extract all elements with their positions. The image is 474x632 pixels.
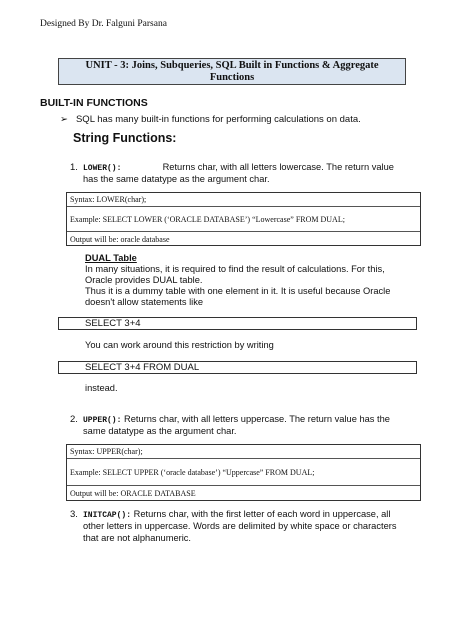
description-line: other letters in uppercase. Words are delimited by white space or characters — [83, 521, 397, 531]
description-line: Returns char, with all letters uppercase. The return value has the — [124, 414, 390, 424]
dual-line1: In many situations, it is required to find the result of calculations. For this, — [85, 264, 385, 274]
unit-title-line2: Functions — [209, 72, 255, 83]
syntax-line: Syntax: LOWER(char); — [70, 195, 147, 204]
string-functions-heading: String Functions: — [73, 131, 177, 145]
output-line: Output will be: ORACLE DATABASE — [70, 489, 196, 498]
section-title: BUILT-IN FUNCTIONS — [40, 97, 148, 109]
description-line: Returns char, with the first letter of each word in uppercase, all — [133, 509, 391, 519]
dual-title: DUAL Table — [85, 253, 137, 263]
code-box-select-dual: SELECT 3+4 FROM DUAL — [58, 361, 417, 374]
intro-text: SQL has many built-in functions for performing calculations on data. — [75, 114, 361, 125]
item-number: 1. — [70, 162, 78, 173]
item-number: 2. — [70, 414, 78, 425]
instead-text: instead. — [85, 383, 118, 393]
item-number: 3. — [70, 509, 78, 520]
function-name: INITCAP(): — [83, 511, 132, 520]
description-line: same datatype as the argument char. — [83, 426, 237, 436]
work-around-text: You can work around this restriction by writing — [85, 340, 274, 350]
syntax-line: Syntax: UPPER(char); — [70, 447, 143, 456]
code-box-select: SELECT 3+4 — [58, 317, 417, 330]
description-line: that are not alphanumeric. — [83, 533, 192, 543]
lower-description — [83, 162, 423, 175]
divider — [67, 485, 420, 486]
dual-line2: Oracle provides DUAL table. — [85, 275, 203, 285]
example-line: Example: SELECT UPPER (‘oracle database’) “Uppercase” FROM DUAL; — [70, 468, 315, 477]
dual-line4: doesn't allow statements like — [85, 297, 204, 307]
upper-syntax-box — [66, 444, 421, 501]
upper-description — [83, 414, 428, 427]
intro-bullet — [60, 114, 361, 125]
description-line: Returns char, with all letters lowercase. The return value — [162, 162, 394, 172]
divider — [67, 206, 420, 207]
function-name: UPPER(): — [83, 416, 122, 425]
unit-title-line1: UNIT - 3: Joins, Subqueries, SQL Built in Functions & Aggregate — [85, 60, 379, 71]
unit-title-box — [58, 58, 406, 85]
arrow-bullet-icon: ➢ — [60, 114, 68, 125]
divider — [67, 231, 420, 232]
output-line: Output will be: oracle database — [70, 235, 170, 244]
divider — [67, 458, 420, 459]
author-header: Designed By Dr. Falguni Parsana — [40, 19, 167, 29]
dual-line3: Thus it is a dummy table with one element in it. It is useful because Oracle — [85, 286, 391, 296]
description-line: has the same datatype as the argument char. — [83, 174, 270, 184]
lower-syntax-box — [66, 192, 421, 246]
initcap-description — [83, 509, 428, 522]
function-name: LOWER(): — [83, 164, 122, 173]
example-line: Example: SELECT LOWER (‘ORACLE DATABASE’) “Lowercase” FROM DUAL; — [70, 215, 345, 224]
